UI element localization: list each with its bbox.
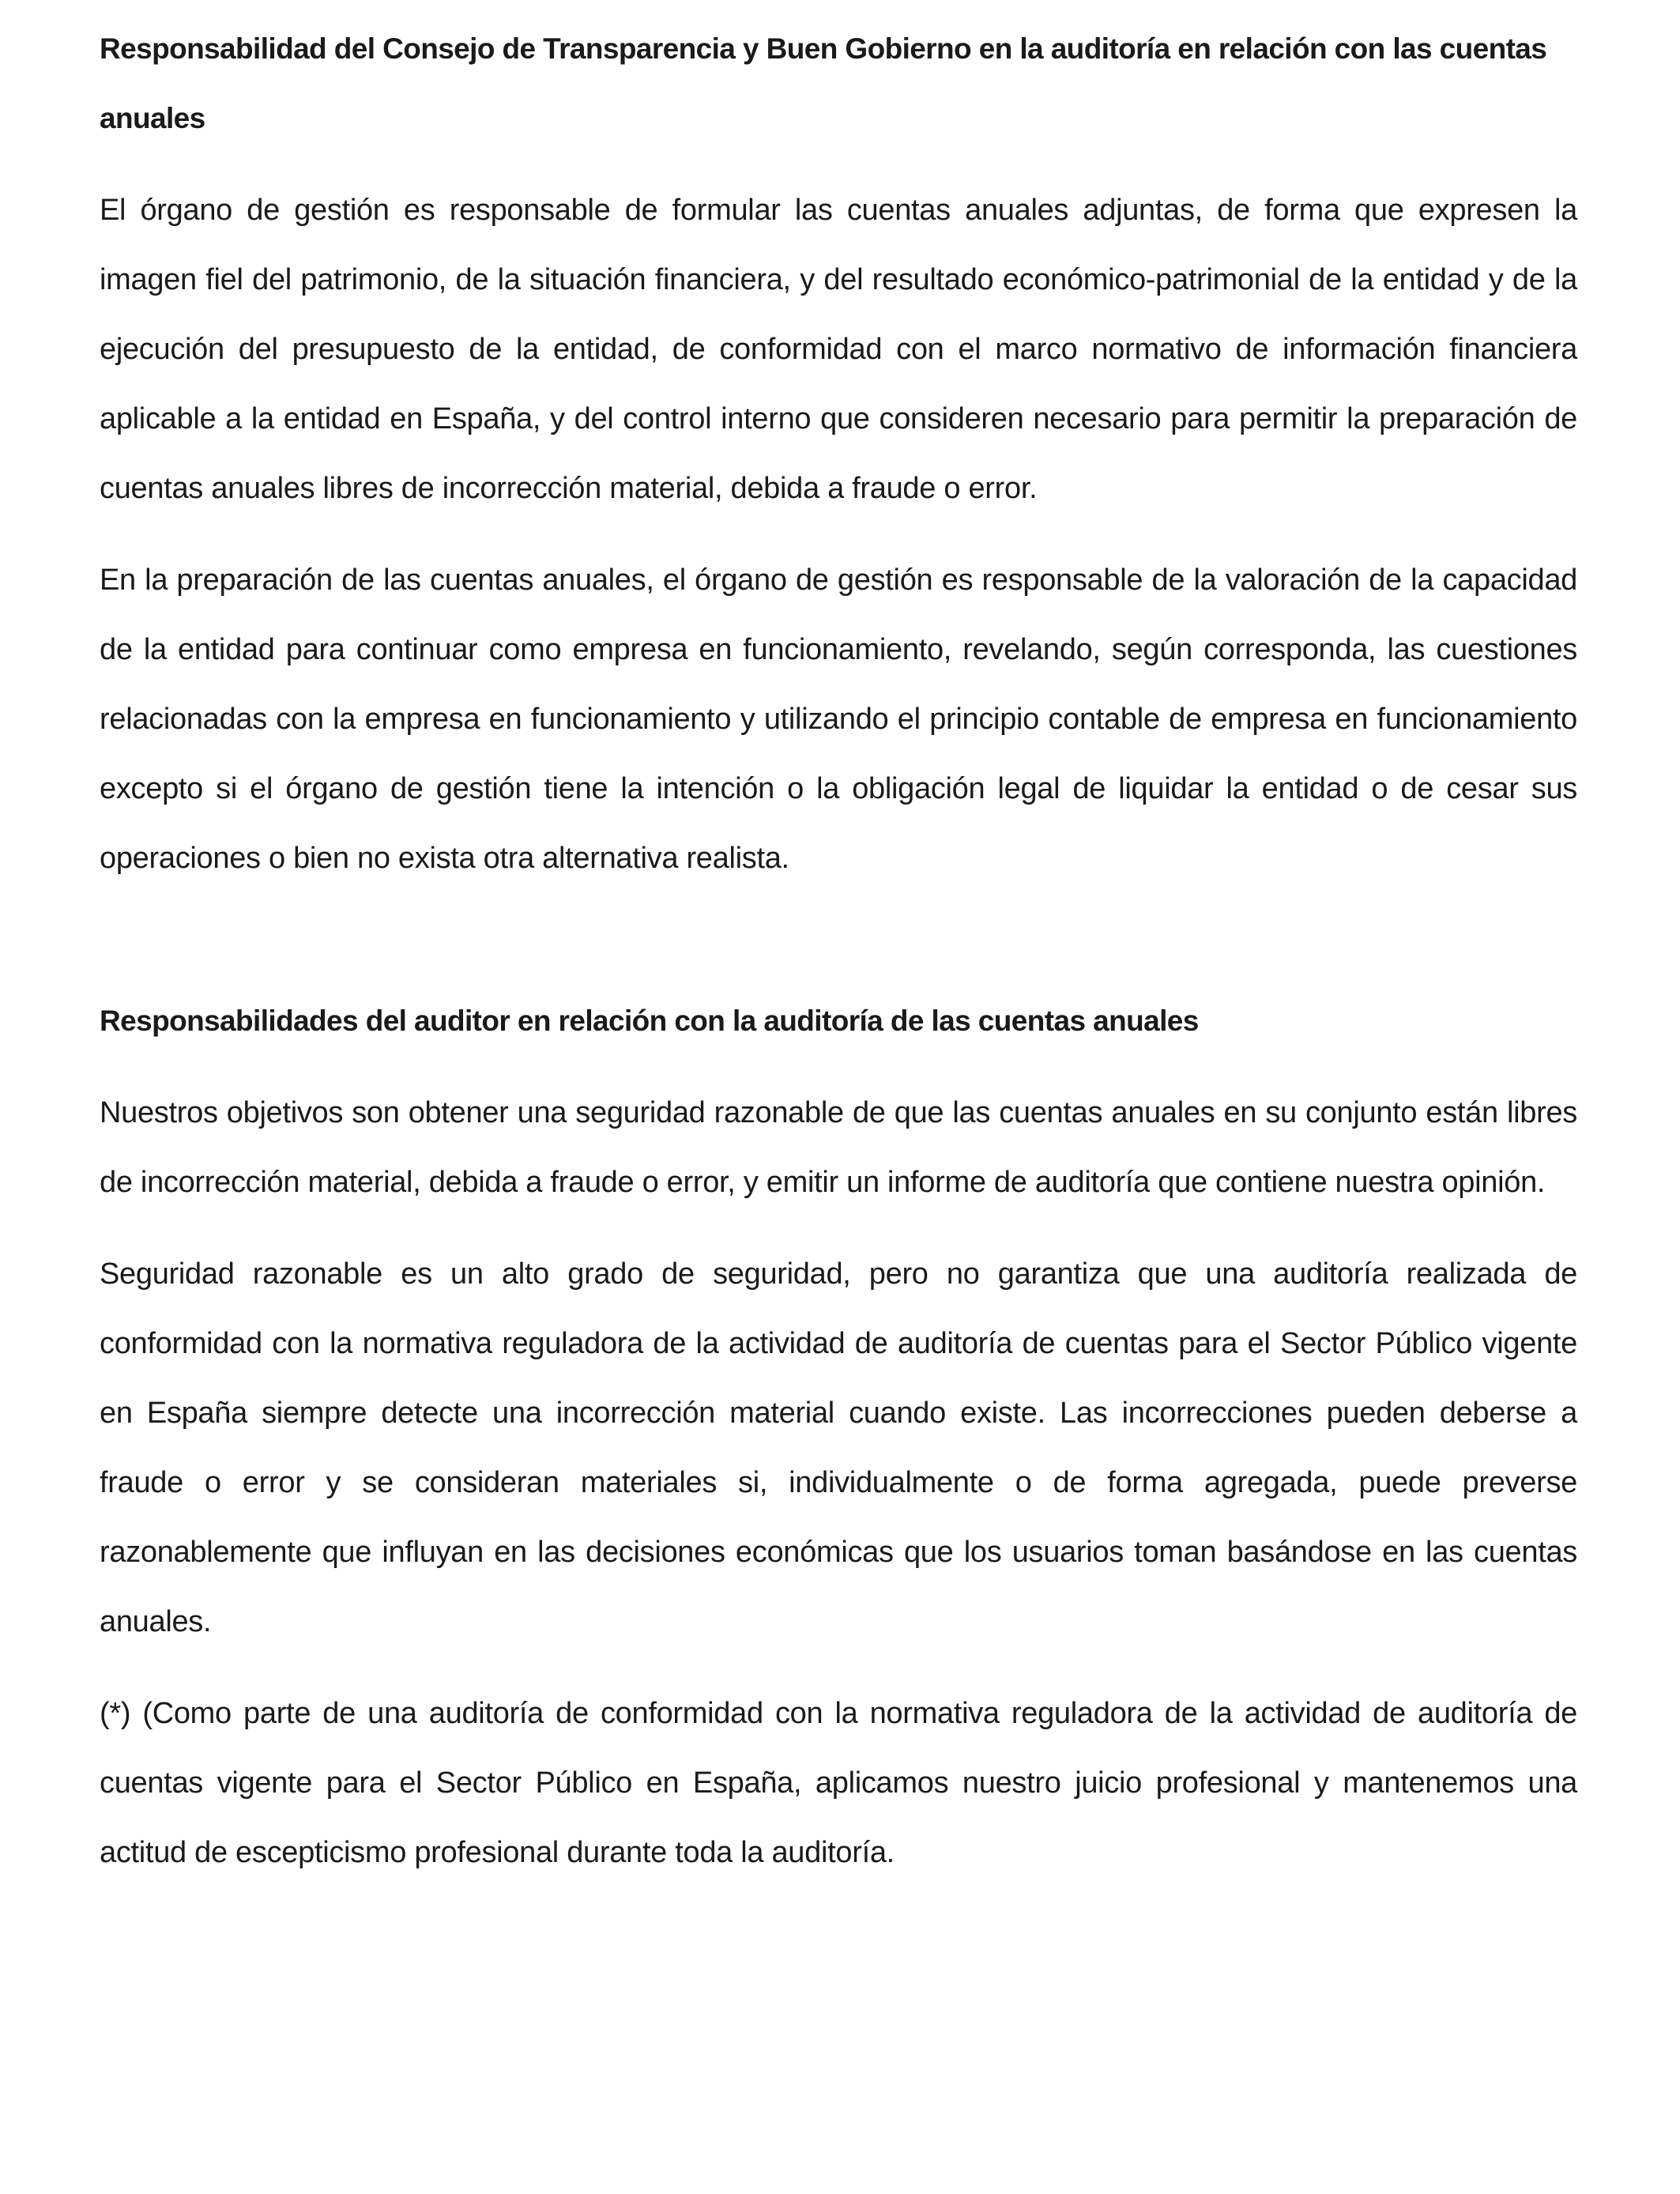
spacer [100,153,1577,175]
paragraph-professional-judgment: (*) (Como parte de una auditoría de conformidad con la normativa reguladora de la actividad de auditoría de cuentas vigente para el Sector Público en España, aplicamos nuestro juicio profesional y mantenemos una actitud de escepticismo profesional durante toda la auditoría. [100,1697,1577,1869]
paragraph-going-concern: En la preparación de las cuentas anuales, el órgano de gestión es responsable de la valoración de la capacidad de la entidad para continuar como empresa en funcionamiento, revelando, según corresponda, las cuestiones relacionadas con la empresa en funcionamiento y utilizando el principio contable de empresa en funcionamiento excepto si el órgano de gestión tiene la intención o la obligación legal de liquidar la entidad o de cesar sus operaciones o bien no exista otra alternativa realista. [100,564,1577,875]
spacer [100,523,1577,545]
paragraph-audit-objectives: Nuestros objetivos son obtener una seguridad razonable de que las cuentas anuales en su conjunto están libres de incorrección material, debida a fraude o error, y emitir un informe de auditoría que contiene nuestra opinión. [100,1096,1577,1199]
spacer [100,1056,1577,1078]
section-heading-auditor-responsibility: Responsabilidades del auditor en relación con la auditoría de las cuentas anuales [100,1005,1199,1037]
spacer [100,1217,1577,1239]
document-page [100,14,1577,1887]
paragraph-management-responsibility: El órgano de gestión es responsable de formular las cuentas anuales adjuntas, de forma que expresen la imagen fiel del patrimonio, de la situación financiera, y del resultado económico-patrimonial de la entidad y de la ejecución del presupuesto de la entidad, de conformidad con el marco normativo de información financiera aplicable a la entidad en España, y del control interno que consideren necesario para permitir la preparación de cuentas anuales libres de incorrección material, debida a fraude o error. [100,194,1577,505]
spacer [100,1657,1577,1679]
section-spacer [100,893,1577,986]
section-heading-management-responsibility: Responsabilidad del Consejo de Transparencia y Buen Gobierno en la auditoría en relación con las cuentas anuales [100,32,1547,134]
paragraph-reasonable-assurance: Seguridad razonable es un alto grado de seguridad, pero no garantiza que una auditoría realizada de conformidad con la normativa reguladora de la actividad de auditoría de cuentas para el Sector Público vigente en España siempre detecte una incorrección material cuando existe. Las incorrecciones pueden deberse a fraude o error y se consideran materiales si, individualmente o de forma agregada, puede preverse razonablemente que influyan en las decisiones económicas que los usuarios toman basándose en las cuentas anuales. [100,1257,1577,1638]
